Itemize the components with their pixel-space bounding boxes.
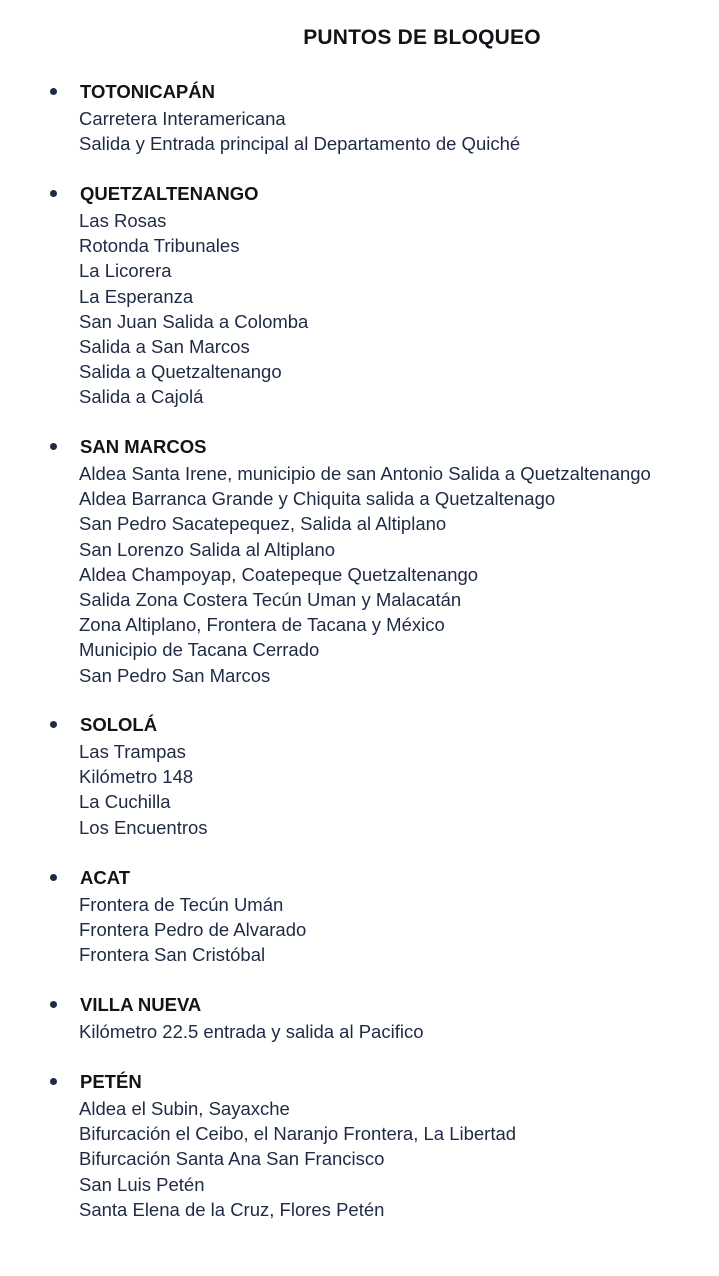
list-item: San Luis Petén [79, 1173, 205, 1195]
section-heading: SAN MARCOS [80, 436, 207, 457]
list-item: Kilómetro 148 [79, 766, 194, 788]
list-item: Salida a San Marcos [79, 336, 250, 358]
list-item: Santa Elena de la Cruz, Flores Petén [79, 1198, 385, 1220]
list-item: Municipio de Tacana Cerrado [79, 639, 320, 661]
list-item: Frontera de Tecún Umán [79, 894, 284, 915]
section-heading: QUETZALTENANGO [80, 183, 259, 204]
location-list [79, 208, 308, 410]
list-item: Frontera Pedro de Alvarado [79, 919, 307, 941]
list-item: Salida Zona Costera Tecún Uman y Malacatán [79, 589, 462, 611]
list-item: San Pedro San Marcos [79, 664, 271, 686]
list-item: San Pedro Sacatepequez, Salida al Altiplano [79, 513, 447, 535]
location-list [79, 739, 208, 840]
location-list [79, 461, 651, 688]
bullet-icon [50, 1078, 57, 1085]
list-item: La Licorera [79, 260, 172, 282]
bullet-icon [50, 443, 57, 450]
bullet-icon [50, 721, 57, 728]
list-item: La Cuchilla [79, 791, 171, 813]
list-item: Frontera San Cristóbal [79, 944, 266, 966]
page-title: PUNTOS DE BLOQUEO [303, 26, 541, 49]
list-item: Las Trampas [79, 741, 186, 762]
location-list [79, 106, 520, 156]
list-item: Salida a Cajolá [79, 386, 204, 408]
list-item: San Lorenzo Salida al Altiplano [79, 538, 336, 560]
list-item: Carretera Interamericana [79, 108, 286, 129]
list-item: Aldea Barranca Grande y Chiquita salida a Quetzaltenago [79, 488, 556, 510]
list-item: Aldea Santa Irene, municipio de san Antonio Salida a Quetzaltenango [79, 463, 651, 484]
bullet-icon [50, 874, 57, 881]
list-item: Bifurcación Santa Ana San Francisco [79, 1148, 385, 1170]
list-item: Salida a Quetzaltenango [79, 361, 282, 383]
list-item: Zona Altiplano, Frontera de Tacana y México [79, 614, 445, 636]
list-item: Las Rosas [79, 210, 167, 231]
list-item: Salida y Entrada principal al Departamento de Quiché [79, 133, 521, 155]
list-item: La Esperanza [79, 285, 194, 307]
list-item: Aldea Champoyap, Coatepeque Quetzaltenango [79, 563, 479, 585]
bullet-icon [50, 190, 57, 197]
section-heading: ACAT [80, 867, 131, 888]
location-list [79, 1096, 516, 1222]
list-item: Aldea el Subin, Sayaxche [79, 1098, 290, 1119]
section-heading: PETÉN [80, 1071, 142, 1092]
location-list [79, 1019, 424, 1044]
location-list [79, 892, 306, 968]
section-heading: SOLOLÁ [80, 714, 158, 735]
list-item: Kilómetro 22.5 entrada y salida al Pacifico [79, 1021, 424, 1042]
section-heading: TOTONICAPÁN [80, 81, 215, 102]
list-item: Bifurcación el Ceibo, el Naranjo Frontera, La Libertad [79, 1123, 517, 1145]
section-heading: VILLA NUEVA [80, 994, 202, 1015]
list-item: Rotonda Tribunales [79, 235, 240, 257]
list-item: Los Encuentros [79, 816, 208, 838]
list-item: San Juan Salida a Colomba [79, 310, 309, 332]
bullet-icon [50, 1001, 57, 1008]
bullet-icon [50, 88, 57, 95]
